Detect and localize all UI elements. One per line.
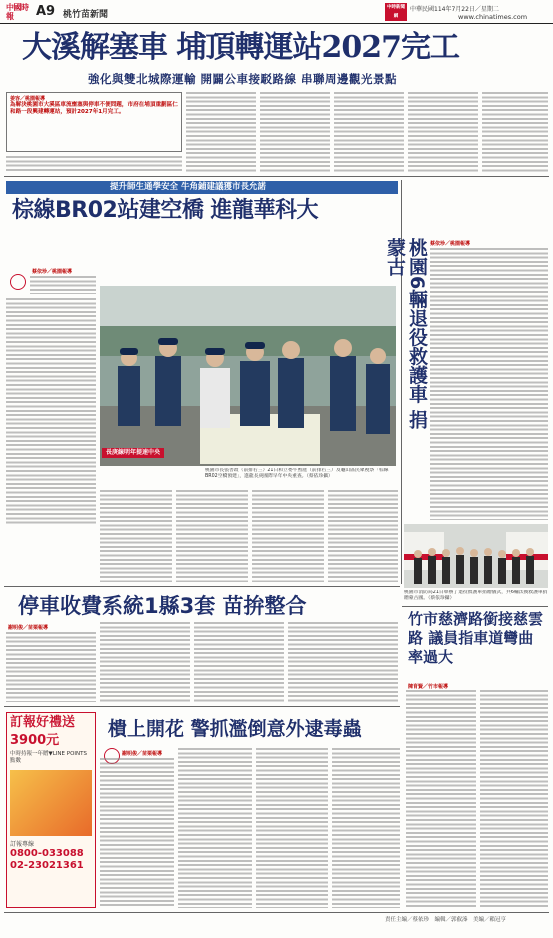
website-url: www.chinatimes.com <box>458 13 528 21</box>
ad-title: 訂報好禮送 <box>10 715 76 730</box>
lead-byline: 姜容／桃園報導 <box>10 96 46 102</box>
lead-body-col <box>482 92 548 172</box>
story5-body-col <box>178 748 252 908</box>
side-caption: 桃園市消防局21日舉辦了退役救護車捐贈儀式，共6輛汰換救護車捐贈蒙古國。（蔡依珍攝） <box>404 590 548 601</box>
story5-byline: 謝明俊／苗栗報導 <box>122 751 163 757</box>
side-byline: 蔡依珍／桃園報導 <box>430 241 471 247</box>
story3-body-col <box>288 622 398 702</box>
story4-body-col <box>480 690 548 908</box>
subscription-ad <box>6 712 96 908</box>
taoyuan-badge <box>10 274 26 290</box>
issue-date: 中華民國114年7月22日／星期二 <box>410 6 499 13</box>
story2-photo-tag: 長庚線明年提速中央 <box>102 448 164 458</box>
lead-body-col <box>408 92 478 172</box>
lead-headline: 大溪解塞車 埔頂轉運站2027完工 <box>22 30 459 65</box>
story4-byline: 陳育賢／竹市報導 <box>408 684 449 690</box>
ad-phone-label: 訂報專線 <box>10 841 35 848</box>
brand-badge: 中時新聞網 <box>387 5 405 19</box>
divider <box>4 176 549 177</box>
ad-phone1: 0800-033088 <box>10 848 84 859</box>
ad-promo: 中時持報一年贈▼LINE POINTS點數 <box>10 751 87 764</box>
story3-body-col <box>6 632 96 702</box>
section-title: 桃竹苗新聞 <box>63 10 109 20</box>
footer-rule <box>4 912 549 913</box>
lead-subhead: 強化與雙北城際運輸 開闢公車接駁路線 串聯周邊觀光景點 <box>88 72 398 86</box>
story5-body-col <box>100 758 174 908</box>
story5-body-col <box>256 748 328 908</box>
story5-body-col <box>332 748 400 908</box>
lead-body-col <box>6 156 182 172</box>
story2-body-col <box>252 490 324 582</box>
footer-credits: 責任主編／蔡依珍 編輯／郭叡溱 美編／賴冠亨 <box>385 917 507 923</box>
divider <box>4 586 400 587</box>
lead-summary: 為解決桃園市大溪區車流壅塞與停車不便問題，市府在埔頂重劃區仁和路一段興建轉運站，預計2027年1月完工。 <box>10 102 178 116</box>
story2-photo <box>100 286 396 466</box>
story3-headline: 停車收費系統1縣3套 苗拚整合 <box>18 594 307 618</box>
story2-headline: 棕線BR02站建空橋 進龍華科大 <box>12 198 318 223</box>
lead-summary-box <box>6 92 182 152</box>
lead-body-col <box>260 92 330 172</box>
divider <box>4 706 400 707</box>
divider <box>402 606 548 607</box>
story3-body-col <box>100 622 190 702</box>
lead-body-col <box>334 92 404 172</box>
ad-price: 3900元 <box>10 733 60 748</box>
page-number: A9 <box>36 4 56 19</box>
side-photo <box>404 524 548 588</box>
story3-body-col <box>194 622 284 702</box>
story2-byline: 蔡依珍／桃園報導 <box>32 269 73 275</box>
story2-body-col <box>328 490 398 582</box>
story3-byline: 謝明俊／苗栗報導 <box>8 625 49 631</box>
masthead <box>0 0 553 24</box>
side-headline: 桃園6輛退役救護車 捐蒙古 <box>384 238 428 429</box>
story4-body-col <box>406 690 476 908</box>
story2-body-col <box>176 490 248 582</box>
story2-caption: 桃園市長張善政（前排右三）21日和立委牛煦庭（前排右三）及龜山區民眾視察「棕線BR02空橋預建」，進龍長庚國際早年中央重查。（蔡依珍攝） <box>205 468 389 479</box>
story2-body-col <box>100 490 172 582</box>
story4-headline: 竹市慈濟路銜接慈雲路 議員指車道彎曲率過大 <box>408 610 544 666</box>
story2-body-col <box>6 268 98 526</box>
story2-kicker-text: 提升師生通學安全 牛角鋪建議獲市長允諾 <box>110 182 266 192</box>
side-body <box>430 248 548 520</box>
ad-gift-image <box>10 770 92 836</box>
lead-body-col <box>186 92 256 172</box>
ad-phone2: 02-23021361 <box>10 860 84 871</box>
story5-headline: 樻上開花 警抓濫倒意外逮毒蟲 <box>108 718 362 740</box>
logo: 中國時報 <box>6 3 29 21</box>
